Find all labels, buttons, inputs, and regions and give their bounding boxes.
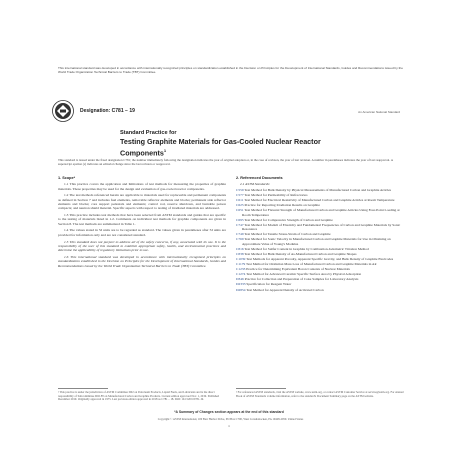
title-line-1: Standard Practice for [120,130,177,136]
reference-code-link[interactable]: C749 [236,232,244,237]
reference-code-link[interactable]: C559 [236,188,244,193]
standard-title [120,130,350,157]
astm-logo-icon [52,100,74,122]
reference-title: Test Method for Electrical Resistivity of Manufactured Carbon and Graphite Articles at Room Temperature [244,198,395,203]
title-line-2: Testing Graphite Materials for Gas-Cooled Nuclear Reactor [120,137,321,146]
reference-code-link[interactable]: D346 [236,277,244,282]
scope-paragraph: 1.2 The test methods referenced herein are applicable to materials used for replaceable and permanent components as defined in Section 7 and includes fuel elements, removable reflector elements and blocks; permanent side reflector elements and blocks; core support pedestals and elements; control rod, reserve shutdown, and burnable poison compacts; and neutron shield material. Specific aspects with respect to testing of irradiated materials are addressed. [58,193,226,211]
reference-title: Test Method for Flexural Strength of Manufactured Carbon and Graphite Articles Using Four-Point Loading at Room Temperature [242,208,400,217]
title-footnote-mark: 1 [163,148,167,153]
reference-code-link[interactable]: D2333 [236,282,246,287]
reference-item [236,257,404,261]
reference-code-link[interactable]: D2854 [236,287,246,292]
reference-title: Test Method for Compressive Strength of Carbon and Graphite [244,217,333,222]
reference-item [236,193,404,197]
reference-title: Specification for Reagent Water [246,282,292,287]
reference-title: Test Methods for Apparent Porosity, Apparent Specific Gravity, and Bulk Density of Graphite Electrodes [246,257,394,262]
reference-item [236,252,404,256]
reference-item [236,282,404,286]
reference-title: Test Method for Apparent Density of Activated Carbon [246,287,324,292]
reference-title: Test Method for Bulk Density by Physical Measurements of Manufactured Carbon and Graphite Articles [244,188,392,193]
reference-code-link[interactable]: C1179 [236,262,246,267]
reference-code-link[interactable]: C1274 [236,272,246,277]
reference-item [236,288,404,292]
reference-code-link[interactable]: C577 [236,193,244,198]
page-number: 1 [228,424,230,428]
reference-code-link[interactable]: C1039 [236,257,246,262]
reference-item [236,277,404,281]
reference-code-link[interactable]: C1233 [236,267,246,272]
scope-paragraph: 1.5 This standard does not purport to address all of the safety concerns, if any, associated with its use. It is the responsibility of the user of this standard to establish appropriate safety, health, and environmental practices and determine the applicability of regulatory limitations prior to use. [58,239,226,253]
summary-of-changes-note: *A Summary of Changes section appears at the end of this standard [174,410,284,414]
reference-code-link[interactable]: C838 [236,251,244,256]
scope-paragraph: 1.4 The values stated in SI units are to be regarded as standard. The values given in parentheses after SI units are provided for information only and are not considered standard. [58,228,226,237]
section-heading-referenced-documents: 2. Referenced Documents [236,176,283,180]
reference-item [236,237,404,246]
astm-standards-subheading: 2.1 ASTM Standards: [240,182,271,187]
footnote-divider [236,388,286,389]
national-standard-label: An American National Standard [358,110,400,114]
issuance-note: This standard is issued under the fixed designation C781; the number immediately following the designation indicates the year of original adoption or, in the case of revision, the year of last revision. A number in parentheses indicates the year of last reapproval. A superscript epsilon (ε) indicates an editorial change since the last revision or reapproval. [58,158,393,166]
section-heading-scope: 1. Scope* [58,176,76,180]
reference-code-link[interactable]: C816 [236,246,244,251]
reference-item [236,188,404,192]
designation: Designation: C781 − 19 [80,108,135,114]
reference-code-link[interactable]: C625 [236,203,244,208]
footnote-2: ² For referenced ASTM standards, visit the ASTM website, www.astm.org, or contact ASTM Customer Service at service@astm.org. For Annual Book of ASTM Standards volume information, refer to the standard's Document Summary page on the ASTM website. [236,390,404,398]
reference-item [236,232,404,236]
footnote-1: ¹ This practice is under the jurisdiction of ASTM Committee D02 on Petroleum Products, Liquid Fuels, and Lubricants and is the direct responsibility of Subcommittee D02.F0 on Manufactured Carbon and Graphite Products. Current edition approved Nov. 1, 2019. Published December 2019. Originally approved in 1975. Last previous edition approved in 2018 as C781 – 18. DOI: 10.1520/C0781-19. [58,390,220,402]
reference-title: Test Method for Bulk Density of As-Manufactured Carbon and Graphite Shapes [244,251,357,256]
reference-item [236,203,404,207]
reference-item [236,262,404,266]
reference-item [236,218,404,222]
reference-title: Test Method for Moduli of Elasticity and Fundamental Frequencies of Carbon and Graphite Materials by Sonic Resonance [242,222,401,232]
reference-item [236,198,404,202]
title-line-3: Components$^1$ [120,148,167,158]
scope-paragraph: 1.1 This practice covers the application and limitations of test methods for measuring the properties of graphite materials. These properties may be used for the design and evaluation of gas-cooled reactor components. [58,182,226,191]
reference-list [236,188,404,292]
reference-title: Test Method for Permeability of Refractories [244,193,308,198]
reference-title: Test Method for Oxidation Mass Loss of Manufactured Carbon and Graphite Materials in Air [246,262,377,267]
reference-item [236,247,404,251]
reference-title: Test Method for Tensile Stress-Strain of Carbon and Graphite [244,232,331,237]
reference-title: Practice for Reporting Irradiation Results on Graphite [244,203,320,208]
reference-code-link[interactable]: C695 [236,217,244,222]
reference-title: Test Method for Sulfur Content in Graphite by Combustion-Iodometric Titration Method [244,246,369,251]
right-column [236,176,404,293]
reference-code-link[interactable]: C651 [236,208,244,213]
reference-code-link[interactable]: C747 [236,222,244,227]
reference-code-link[interactable]: C611 [236,198,244,203]
international-standard-note: This international standard was developed in accordance with internationally recognized principles on standardization established in the Decision on Principles for the Development of International Standards, Guides and Recommendations issued by the World Trade Organization Technical Barriers to Trade (TBT) Committee. [58,66,403,74]
reference-title: Practice for Determining Equivalent Boron Contents of Nuclear Materials [246,267,350,272]
scope-paragraph: 1.6 This international standard was developed in accordance with internationally recognized principles on standardization established in the Decision on Principles for the Development of International Standards, Guides and Recommendations issued by the World Trade Organization Technical Barriers to Trade (TBT) Committee. [58,254,226,268]
reference-title: Practice for Collection and Preparation of Coke Samples for Laboratory Analysis [244,277,359,282]
left-column [58,176,226,270]
copyright-notice: Copyright © ASTM International, 100 Barr Harbor Drive, PO Box C700, West Conshohocken, PA 19428-2959. United States [157,417,304,421]
reference-code-link[interactable]: C769 [236,237,244,242]
footnote-divider [58,388,108,389]
reference-title: Test Method for Advanced Ceramic Specific Surface Area by Physical Adsorption [246,272,362,277]
reference-title: Test Method for Sonic Velocity in Manufactured Carbon and Graphite Materials for Use in Obtaining an Approximate Value of Young's Modulus [242,237,391,246]
reference-item [236,272,404,276]
reference-item [236,208,404,217]
reference-item [236,267,404,271]
scope-paragraph: 1.3 This practice includes test methods that have been selected from ASTM standards and guides that are specific to the testing of materials listed in 1.2. Comments on individual test methods for graphite components are given in Section 8. The test methods are summarized in Table 1. [58,213,226,226]
reference-item [236,223,404,232]
